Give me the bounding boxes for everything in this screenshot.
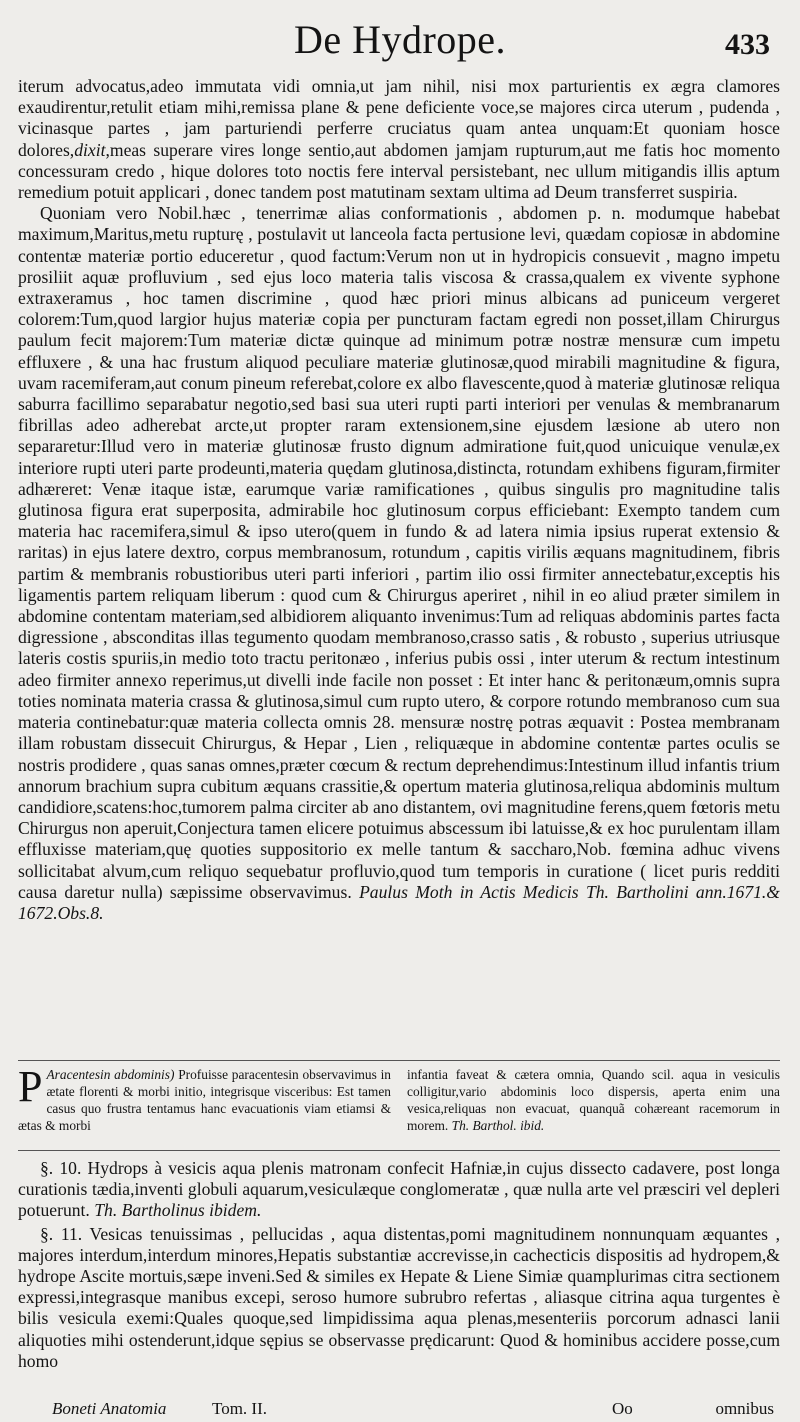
paragraph-case-report: Quoniam vero Nobil.hæc , tenerrimæ alias conformationis , abdomen p. n. modumque habebat maximum,Maritus,metu rupturę , postulavit ut lanceola facta pertusione levi, quædam copiosæ in abdomine contentæ materiæ portio educeretur , quod factum:Verum non ut in hydropicis consuevit , magno impetu prosiliit aquæ profluvium , sed ejus loco materia talis viscosa & crassa,qualem ex vivente syphone extraxeramus , hoc tamen discrimine , quod hæc priori minus albicans ad puniceum vergeret colorem:Tum,quod largior hujus materiæ copia per puncturam factam egredi non posset,illam Chirurgus paulum fecit majorem:Tum materiæ dictæ quinque ad minimum potræ nostræ mensuræ cum impetu effluxere , & una hac frustum aliquod peculiare materiæ glutinosæ,quod mirabili magnitudine & figura, uvam racemiferam,aut conum pineum referebat,colore ex albo flavescente,quod à materiæ glutinosæ reliqua saburra facillimo separabatur negotio,sed basi sua uteri rupti parti interiori per venulas & membranarum fibrillas adeo adherebat arcte,ut propter raram extensionem,sine ejusdem læsione ab utero non separaretur:Illud vero in materiæ glutinosæ frusto dignum admiratione fuit,quod unicuique venulæ,ex interiore rupti uteri parte prodeunti,materia quędam glutinosa,distincta, rotundam exhibens figuram,firmiter adhæreret: Venæ itaque istæ, earumque variæ ramificationes , quibus singulis pro magnitudine talis glutinosa figura erat superposita, admirabile hoc glutinosum corpus efficiebant: Exempto tandem cum materia hac racemifera,simul & ipso utero(quem in fundo & ad latera nimia ipsius ruperat extensio & raritas) in ejus latere dextro, corpus membranosum, rotundum , capitis virilis æquans magnitudinem, fibris partim & membranis robustioribus uteri parti inferiori , partim ilio ossi firmiter annectebatur,exceptis his ligamentis partem reliquam liberum : quod cum & Chirurgus aperiret , nihil in eo aliud præter similem in abdomine contentam materiam,sed albidiorem aliquanto invenimus:Tum ad reliquas abdominis partes facta digressione , absconditas illas tegumento quodam membranoso,crasso satis , & robusto , superius utriusque lateris costis spuriis,in medio toto tractu peritonæo , inferius pubis ossi , inter uterum & rectum intestinum adeo firmiter annexo reperimus,ut divelli inde facile non posset : Et inter hanc & peritonæum,omnis supra toties nominata materia crassa & glutinosa,simul cum rupto utero, & corpore rotundo membranoso cum sua materia continebatur:quæ materia collecta omnis 28. mensuræ nostrę potras æquavit : Postea membranam illam robustam dissecuit Chirurgus, & Hepar , Lien , reliquæque in abdomine contentæ partes oculis se nostris prodidere , quas sanas omnes,præter cœcum & rectum deprehendimus:Intestinum illud infantis trium annorum brachium supra cubitum æquans crassitie,& opertum materia glutinosa,reliqua abdominis multum candidiore,scatens:hoc,tumorem palma circiter ab ano distantem, ovi magnitudine ferens,quem fœtoris metu Chirurgus non aperuit,Conjectura tamen elicere potuimus abscessum ibi latuisse,& ex hoc purulentam illam effluxisse materiam,quę quoties suppositorio ex melle tantum & saccharo,Nob. fœmina adhuc vivens sollicitabat alvum,cum reliquo sequebatur profluvio,quod tum temporis in curatione ( licet puris redditi causa daretur nulla) sæpissime observavimus. Paulus Moth in Actis Medicis Th. Bartholini ann.1671.& 1672.Obs.8. xyxy=(18,203,780,923)
signature-mark: Oo xyxy=(612,1399,633,1418)
page-footer xyxy=(52,1398,774,1420)
note-text: Profuisse paracentesin observavimus in ætate florenti & morbi initio, integrisque visceribus: Est tamen casus quo frustra tentamus hanc evacuationis viam etiamsi & ætas & morbi xyxy=(18,1067,391,1133)
footnote-left-column xyxy=(18,1062,391,1134)
numbered-sections xyxy=(18,1158,780,1374)
section-11: §. 11. Vesicas tenuissimas , pellucidas , aqua distentas,pomi magnitudinem nonnunquam æquantes , majores interdum,interdum minores,Hepatis substantiæ accrevisse,in cachecticis dispositis ad hydropem,& hydrope Ascite mortuis,sæpe inveni.Sed & similes ex Hepate & Liene Simiæ quamplurimas citra sectionem expressi,integrasque manibus excepi, seroso humore subrubro refertas , aliasque citrina aqua turgentes è bilis vesicula exemi:Quales quoque,sed limpidissima aqua plenas,mesenteriis porcorum adnasci lanii aliquoties mihi ostenderunt,idque sępius se observasse prędicarunt: Quod & hominibus accidere posse,cum homo xyxy=(18,1223,780,1371)
page-header xyxy=(0,12,800,72)
running-title: Boneti Anatomia xyxy=(52,1399,167,1418)
page-title: De Hydrope. xyxy=(293,17,507,62)
drop-cap: P xyxy=(18,1062,43,1111)
divider xyxy=(18,1060,780,1061)
section-10: §. 10. Hydrops à vesicis aqua plenis matronam confecit Hafniæ,in cujus dissecto cadavere, post longa curationis tædia,inventi globuli aquarum,vesiculæque conglomeratæ , quæ nulla arte vel præsciri vel depleri potuerunt. Th. Bartholinus ibidem. xyxy=(18,1158,780,1221)
catchword: omnibus xyxy=(715,1399,774,1418)
dixit-word: dixit xyxy=(74,139,106,160)
paragraph-continuation: iterum advocatus,adeo immutata vidi omnia,ut jam nihil, nisi mox parturientis ex ægra clamores exaudirentur,retulit etiam mihi,remissa plane & pene deficiente voce,se majores circa uterum , pudenda , vicinasque partes , jam parturiendi perferre cruciatus quam antea unquam:Et quoniam hosce dolores,dixit,meas superare vires longe sentio,aut abdomen jamjam rupturum,aut me fatis hoc momento concessuram credo , hique dolores toto noctis fere interval persistebant, nec ullum mitigandis illis aptum remedium potuit applicari , donec tandem post matutinam sextam ultima ad Deum transferret suspiria. xyxy=(18,76,780,203)
section-citation: Th. Bartholinus ibidem. xyxy=(94,1200,262,1221)
footnotes xyxy=(18,1062,780,1134)
main-text xyxy=(18,76,780,924)
volume-label: Tom. II. xyxy=(212,1399,267,1418)
page-number: 433 xyxy=(725,28,770,61)
footnote-right-column xyxy=(407,1066,780,1134)
note-heading: Aracentesin abdominis) xyxy=(46,1067,175,1082)
note-text: infantia faveat & cætera omnia, Quando scil. aqua in vesiculis colligitur,vario abdominis loco dispersis, aperta enim una vesica,reliquas non evacuat, quanquã cohæreant racemorum in morem. xyxy=(407,1067,780,1133)
citation: Paulus Moth in Actis Medicis Th. Bartholini ann.1671.& 1672.Obs.8. xyxy=(18,881,780,923)
note-citation: Th. Barthol. ibid. xyxy=(451,1118,545,1133)
divider xyxy=(18,1150,780,1151)
